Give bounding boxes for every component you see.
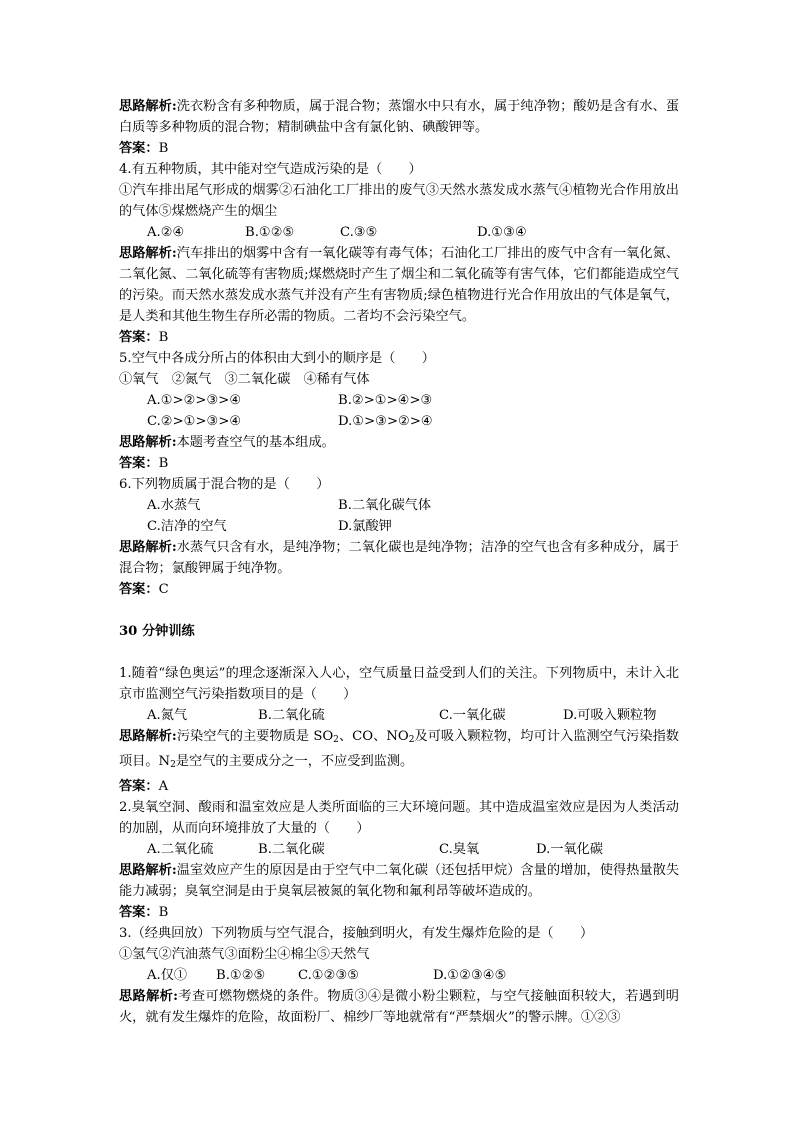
q6-option-a: A.水蒸气 (147, 498, 201, 513)
t1-stem: 1.随着“绿色奥运”的理念逐渐深入人心，空气质量日益受到人们的关注。下列物质中，未计入北京市监测空气污染指数项目的是（ ） (119, 666, 679, 702)
q4-items: ①汽车排出尾气形成的烟雾②石油化工厂排出的废气③天然水蒸发成水蒸气④植物光合作用放出的气体⑤煤燃烧产生的烟尘 (119, 183, 679, 219)
t1-option-a: A.氮气 (147, 708, 188, 723)
q6-option-c: C.洁净的空气 (147, 519, 227, 534)
section-title: 30 分钟训练 (119, 624, 195, 639)
q6-options-row1 (119, 495, 679, 516)
t3-items: ①氢气②汽油蒸气③面粉尘④棉尘⑤天然气 (119, 947, 370, 962)
intro-answer: 答案：B (119, 141, 169, 156)
q4-answer: 答案：B (119, 330, 169, 345)
t1-analysis: 思路解析:污染空气的主要物质是 $SO_2$、CO、$NO_2$及可吸入颗粒物，均可计入监测空气污染指数项目。$N_2$是空气的主要成分之一，不应受到监测。 (119, 729, 679, 770)
q5-options-row1 (119, 390, 679, 411)
q5-option-b: B.②>①>④>③ (338, 393, 433, 408)
q6-stem: 6.下列物质属于混合物的是（ ） (119, 477, 330, 492)
t1-answer: 答案：A (119, 779, 169, 794)
t2-option-a: A.二氧化硫 (147, 842, 214, 857)
t3-option-b: B.①②⑤ (216, 968, 266, 983)
q5-option-d: D.①>③>②>④ (338, 414, 433, 429)
q5-analysis: 思路解析:本题考查空气的基本组成。 (119, 435, 335, 450)
q5-stem: 5.空气中各成分所占的体积由大到小的顺序是（ ） (119, 351, 435, 366)
t3-analysis: 思路解析:考查可燃物燃烧的条件。物质③④是微小粉尘颗粒，与空气接触面积较大，若遇到明火，就有发生爆炸的危险，故面粉厂、棉纱厂等地就常有“严禁烟火”的警示牌。①②③ (119, 989, 679, 1025)
t3-option-d: D.①②③④⑤ (433, 968, 507, 983)
q4-analysis: 思路解析:汽车排出的烟雾中含有一氧化碳等有毒气体；石油化工厂排出的废气中含有一氧化氮、二氧化氮、二氧化硫等有害物质;煤燃烧时产生了烟尘和二氧化硫等有害气体，它们都能造成空气的污染。而天然水蒸发成水蒸气并没有产生有害物质;绿色植物进行光合作用放出的气体是氧气，是人类和其他生物生存所必需的物质。二者均不会污染空气。 (119, 246, 680, 324)
q5-answer: 答案：B (119, 456, 169, 471)
q4-option-a: A.②④ (147, 225, 185, 240)
q4-option-b: B.①②⑤ (245, 225, 295, 240)
q5-options-row2 (119, 411, 679, 432)
q5-option-c: C.②>①>③>④ (147, 414, 242, 429)
q4-option-d: D.①③④ (477, 225, 527, 240)
q6-option-d: D.氯酸钾 (338, 519, 392, 534)
q6-analysis: 思路解析:水蒸气只含有水，是纯净物；二氧化碳也是纯净物；洁净的空气也含有多种成分，属于混合物；氯酸钾属于纯净物。 (119, 540, 680, 576)
q6-option-b: B.二氧化碳气体 (338, 498, 432, 513)
t3-stem: 3.（经典回放）下列物质与空气混合，接触到明火，有发生爆炸危险的是（ ） (119, 926, 594, 941)
q5-option-a: A.①>②>③>④ (147, 393, 242, 408)
t2-stem: 2.臭氧空洞、酸雨和温室效应是人类所面临的三大环境问题。其中造成温室效应是因为人类活动的加剧，从而向环境排放了大量的（ ） (119, 800, 679, 836)
analysis-label: 思路解析: (119, 99, 177, 114)
q6-options-row2 (119, 516, 679, 537)
t2-option-d: D.一氧化碳 (536, 842, 604, 857)
t2-option-b: B.二氧化碳 (258, 842, 325, 857)
t1-option-b: B.二氧化硫 (258, 708, 325, 723)
t1-options (119, 705, 679, 726)
t1-option-c: C.一氧化碳 (439, 708, 506, 723)
t2-analysis: 思路解析:温室效应产生的原因是由于空气中二氧化碳（还包括甲烷）含量的增加，使得热量散失能力减弱；臭氧空洞是由于臭氧层被氮的氧化物和氟利昂等破坏造成的。 (119, 863, 680, 899)
t3-option-a: A.仅① (147, 968, 188, 983)
q4-option-c: C.③⑤ (340, 225, 378, 240)
intro-analysis: 思路解析:洗衣粉含有多种物质，属于混合物；蒸馏水中只有水，属于纯净物；酸奶是含有水、蛋白质等多种物质的混合物；精制碘盐中含有氯化钠、碘酸钾等。 (119, 99, 680, 135)
document-page (119, 96, 679, 1028)
t3-options (119, 965, 679, 986)
t1-option-d: D.可吸入颗粒物 (563, 708, 657, 723)
q4-stem: 4.有五种物质，其中能对空气造成污染的是（ ） (119, 162, 422, 177)
t2-option-c: C.臭氧 (439, 842, 480, 857)
q5-items: ①氧气 ②氮气 ③二氧化碳 ④稀有气体 (119, 372, 370, 387)
t3-option-c: C.①②③⑤ (298, 968, 360, 983)
t2-options (119, 839, 679, 860)
q6-answer: 答案：C (119, 582, 169, 597)
q4-options (119, 222, 679, 243)
t2-answer: 答案：B (119, 905, 169, 920)
